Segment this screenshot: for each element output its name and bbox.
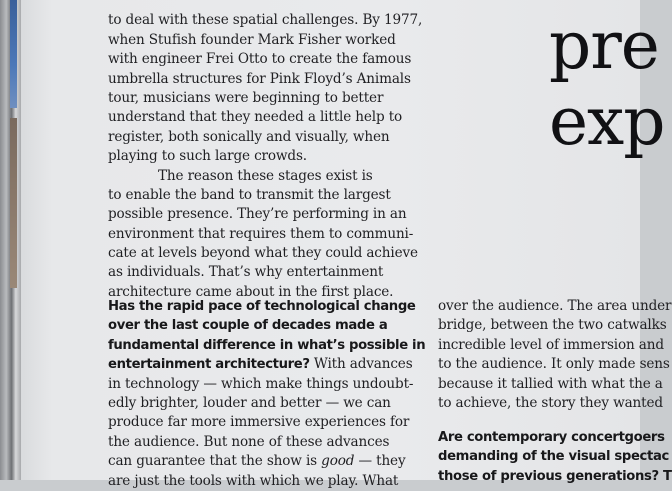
answer-line: are just the tools with which we play. What	[108, 472, 399, 489]
interview-question-line: Has the rapid pace of technological change	[108, 299, 416, 314]
text-line: as individuals. That’s why entertainment	[108, 264, 384, 281]
book-page	[21, 0, 672, 489]
interview-question-line: those of previous generations? T	[438, 468, 672, 484]
interview-question-line: fundamental difference in what’s possible in	[108, 337, 426, 353]
answer-line: the audience. But none of these advances	[108, 433, 390, 450]
interview-question-line: demanding of the visual spectac	[438, 449, 669, 465]
interview-question-right	[438, 428, 672, 486]
text-line: playing to such large crowds.	[108, 148, 307, 165]
text-line	[108, 0, 420, 11]
text-line: to the audience. It only made sens	[438, 356, 670, 373]
interview-question-line: Are contemporary concertgoers	[438, 430, 665, 445]
emphasized-word: good	[321, 453, 355, 470]
headline-line-1: pre	[549, 7, 659, 84]
headline-line-2: exp	[549, 83, 665, 160]
text-line: when Stufish founder Mark Fisher worked	[108, 31, 396, 48]
text-line: to enable the band to transmit the largest	[108, 186, 391, 203]
text-line: over the audience. The area under	[438, 298, 672, 314]
answer-text: With advances	[309, 356, 413, 373]
text-line: with engineer Frei Otto to create the famous	[108, 51, 412, 68]
interview-question-line: entertainment architecture?	[108, 357, 310, 373]
answer-line: produce far more immersive experiences for	[108, 414, 410, 431]
answer-line: edly brighter, louder and better — we can	[108, 394, 391, 411]
book-spine	[0, 0, 21, 480]
text-line: bridge, between the two catwalks	[438, 317, 667, 334]
text-line: understand that they needed a little help to	[108, 109, 403, 126]
text-line: register, both sonically and visually, when	[108, 128, 390, 145]
text-line: umbrella structures for Pink Floyd’s Animals	[108, 70, 411, 87]
answer-line: in technology — which make things undoubt-	[108, 375, 414, 392]
text-line: tour, musicians were beginning to better	[108, 89, 384, 106]
answer-text: can guarantee that the show is	[108, 453, 322, 470]
text-line: because it tallied with what the a	[438, 375, 663, 392]
answer-text: — they	[354, 453, 406, 470]
text-line: possible presence. They’re performing in an	[108, 206, 407, 223]
spine-colored-strip-lower	[10, 118, 17, 288]
text-line: incredible level of immersion and	[438, 336, 664, 353]
text-column-left-lower	[108, 297, 426, 491]
text-line: environment that requires them to communi-	[108, 225, 414, 242]
text-line: architecture came about in the first place.	[108, 283, 394, 300]
spine-colored-strip	[10, 0, 17, 108]
text-column-right	[438, 297, 672, 413]
interview-question-line: over the last couple of decades made a	[108, 318, 388, 334]
text-line: to achieve, the story they wanted	[438, 394, 663, 411]
text-column-left-upper	[108, 0, 423, 302]
text-line: to deal with these spatial challenges. By 1977,	[108, 12, 423, 29]
page-headline	[549, 8, 665, 160]
paragraph-start-line: The reason these stages exist is	[158, 167, 373, 184]
text-line: cate at levels beyond what they could achieve	[108, 245, 418, 262]
